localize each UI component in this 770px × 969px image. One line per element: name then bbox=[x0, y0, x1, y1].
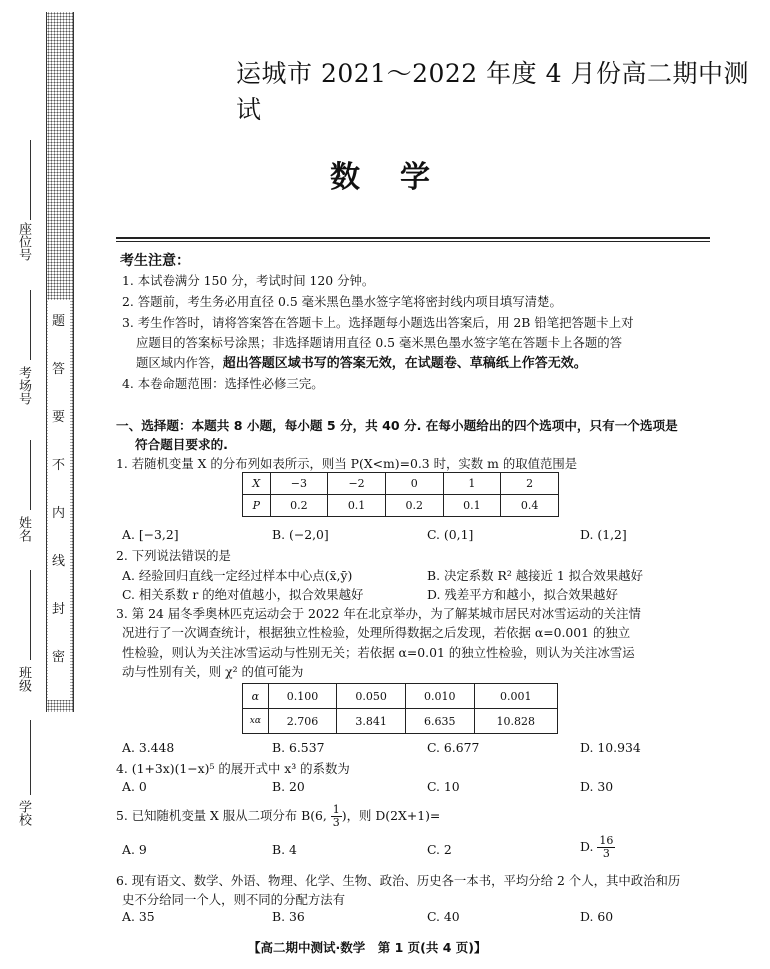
seal-char: 线 bbox=[52, 554, 66, 569]
table-cell: 0.2 bbox=[385, 495, 443, 517]
exam-title: 运城市 2021～2022 年度 4 月份高二期中测试 bbox=[236, 59, 749, 124]
room-label: 考场号 bbox=[16, 366, 31, 405]
notice-item bbox=[136, 352, 587, 371]
section-heading: 符合题目要求的. bbox=[135, 437, 228, 452]
seal-char: 答 bbox=[52, 362, 66, 377]
q2-option-c: C. 相关系数 r 的绝对值越小，拟合效果越好 bbox=[122, 587, 364, 602]
q2-stem: 2. 下列说法错误的是 bbox=[116, 548, 231, 563]
table-cell: P bbox=[243, 495, 271, 517]
q1-option-b: B. (−2,0] bbox=[272, 527, 329, 542]
q6-option-b: B. 36 bbox=[272, 909, 305, 924]
subject-title: 数学 bbox=[330, 160, 470, 195]
notice-item: 1. 本试卷满分 150 分，考试时间 120 分钟。 bbox=[122, 273, 375, 288]
seal-char: 内 bbox=[52, 506, 66, 521]
q5-stem bbox=[116, 804, 440, 829]
q6-option-d: D. 60 bbox=[580, 909, 614, 924]
table-row bbox=[243, 709, 558, 734]
table-row bbox=[243, 684, 558, 709]
seal-char: 题 bbox=[52, 314, 66, 329]
q5-option-b: B. 4 bbox=[272, 842, 297, 857]
class-label: 班级 bbox=[16, 666, 31, 692]
q4-option-d: D. 30 bbox=[580, 779, 614, 794]
q5-option-a: A. 9 bbox=[122, 842, 147, 857]
q1-stem: 1. 若随机变量 X 的分布列如表所示，则当 P(X<m)=0.3 时，实数 m 的取值范围是 bbox=[116, 456, 578, 471]
seal-char: 密 bbox=[52, 650, 66, 665]
frac-denominator: 3 bbox=[332, 816, 340, 829]
q3-stem: 3. 第 24 届冬季奥林匹克运动会于 2022 年在北京举办，为了解某城市居民对冰雪运动的关注情 bbox=[116, 606, 641, 621]
q6-option-a: A. 35 bbox=[122, 909, 155, 924]
divider bbox=[116, 237, 710, 239]
q5-fraction bbox=[331, 804, 342, 829]
notice-bold: 超出答题区域书写的答案无效，在试题卷、草稿纸上作答无效。 bbox=[222, 356, 587, 371]
notice-heading: 考生注意： bbox=[120, 253, 190, 269]
table-cell: 6.635 bbox=[405, 709, 474, 734]
table-cell: X bbox=[243, 473, 271, 495]
table-cell: 0.1 bbox=[443, 495, 501, 517]
q1-option-d: D. (1,2] bbox=[580, 527, 627, 542]
table-cell: xα bbox=[243, 709, 269, 734]
q3-stem: 况进行了一次调查统计，根据独立性检验，处理所得数据之后发现，若依据 α=0.001 的独立 bbox=[122, 625, 631, 640]
table-cell: 1 bbox=[443, 473, 501, 495]
q5-option-c: C. 2 bbox=[427, 842, 452, 857]
q6-stem: 史不分给同一个人，则不同的分配方法有 bbox=[122, 892, 346, 907]
table-cell: 2.706 bbox=[268, 709, 337, 734]
q1-table bbox=[242, 472, 559, 517]
table-row bbox=[243, 495, 559, 517]
frac-numerator: 16 bbox=[599, 834, 614, 847]
q1-option-c: C. (0,1] bbox=[427, 527, 474, 542]
q6-stem: 6. 现有语文、数学、外语、物理、化学、生物、政治、历史各一本书，平均分给 2 个人，其中政治和历 bbox=[116, 873, 681, 888]
seat-label: 座位号 bbox=[16, 222, 31, 261]
q3-table bbox=[242, 683, 558, 734]
table-row bbox=[243, 473, 559, 495]
fill-line bbox=[30, 570, 31, 660]
notice-text: 题区域内作答， bbox=[136, 355, 223, 370]
q5-option-d bbox=[580, 835, 615, 860]
q4-option-a: A. 0 bbox=[122, 779, 147, 794]
q2-option-d: D. 残差平方和越小，拟合效果越好 bbox=[427, 587, 618, 602]
table-cell: 0.050 bbox=[337, 684, 406, 709]
table-cell: 0.100 bbox=[268, 684, 337, 709]
q6-option-c: C. 40 bbox=[427, 909, 460, 924]
q3-stem: 性检验，则认为关注冰雪运动与性别无关；若依据 α=0.01 的独立性检验，则认为关注冰雪运 bbox=[122, 645, 635, 660]
table-cell: 2 bbox=[501, 473, 559, 495]
seal-char: 不 bbox=[52, 458, 66, 473]
table-cell: 10.828 bbox=[474, 709, 557, 734]
table-cell: 3.841 bbox=[337, 709, 406, 734]
table-cell: 0 bbox=[385, 473, 443, 495]
seal-char: 封 bbox=[52, 602, 66, 617]
seal-char: 要 bbox=[52, 410, 66, 425]
fill-line bbox=[30, 440, 31, 510]
frac-denominator: 3 bbox=[602, 847, 610, 860]
notice-item: 4. 本卷命题范围：选择性必修三完。 bbox=[122, 376, 324, 391]
table-cell: −3 bbox=[270, 473, 328, 495]
q4-option-c: C. 10 bbox=[427, 779, 460, 794]
frac-numerator: 1 bbox=[332, 803, 340, 816]
q3-stem: 动与性别有关，则 χ² 的值可能为 bbox=[122, 664, 304, 679]
fill-line bbox=[30, 140, 31, 220]
section-heading: 一、选择题：本题共 8 小题，每小题 5 分，共 40 分. 在每小题给出的四个选项中，只有一个选项是 bbox=[116, 418, 678, 433]
school-label: 学校 bbox=[16, 800, 31, 826]
table-cell: 0.4 bbox=[501, 495, 559, 517]
notice-item: 应题目的答案标号涂黑；非选择题请用直径 0.5 毫米黑色墨水签字笔在答题卡上各题的答 bbox=[136, 335, 623, 350]
q2-option-b: B. 决定系数 R² 越接近 1 拟合效果越好 bbox=[427, 568, 643, 583]
page-footer: 【高二期中测试·数学 第 1 页(共 4 页)】 bbox=[248, 940, 487, 955]
q5-option-d-label: D. bbox=[580, 839, 598, 854]
q3-option-c: C. 6.677 bbox=[427, 740, 480, 755]
table-cell: α bbox=[243, 684, 269, 709]
name-label: 姓名 bbox=[16, 516, 31, 542]
table-cell: 0.1 bbox=[328, 495, 386, 517]
fill-line bbox=[30, 290, 31, 360]
table-cell: 0.010 bbox=[405, 684, 474, 709]
q3-option-a: A. 3.448 bbox=[122, 740, 175, 755]
notice-item: 3. 考生作答时，请将答案答在答题卡上。选择题每小题选出答案后，用 2B 铅笔把答题卡上对 bbox=[122, 315, 634, 330]
q3-option-b: B. 6.537 bbox=[272, 740, 325, 755]
table-cell: 0.2 bbox=[270, 495, 328, 517]
fill-line bbox=[30, 720, 31, 795]
table-cell: 0.001 bbox=[474, 684, 557, 709]
q3-option-d: D. 10.934 bbox=[580, 740, 641, 755]
table-cell: −2 bbox=[328, 473, 386, 495]
q5-stem-a: 5. 已知随机变量 X 服从二项分布 B(6, bbox=[116, 808, 331, 823]
q4-stem: 4. (1+3x)(1−x)⁵ 的展开式中 x³ 的系数为 bbox=[116, 761, 350, 776]
q2-option-a: A. 经验回归直线一定经过样本中心点(x̄,ȳ) bbox=[122, 568, 353, 583]
q5-stem-b: )，则 D(2X+1)= bbox=[341, 808, 441, 823]
q5-option-d-fraction bbox=[597, 835, 615, 860]
q1-option-a: A. [−3,2] bbox=[122, 527, 179, 542]
divider bbox=[116, 241, 710, 242]
q4-option-b: B. 20 bbox=[272, 779, 305, 794]
notice-item: 2. 答题前，考生务必用直径 0.5 毫米黑色墨水签字笔将密封线内项目填写清楚。 bbox=[122, 294, 562, 309]
